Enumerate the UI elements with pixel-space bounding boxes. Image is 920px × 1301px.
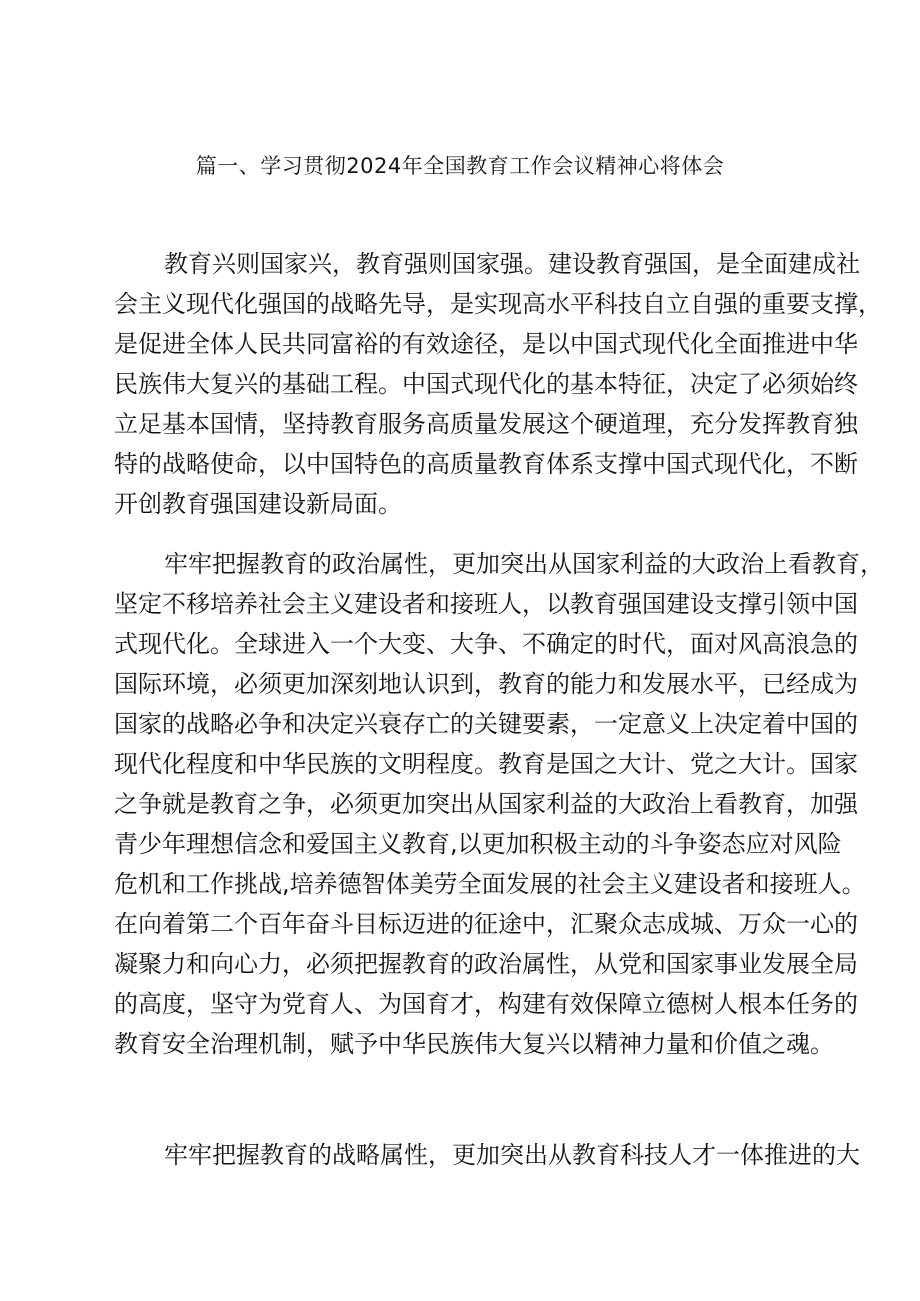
paragraph-line: 式现代化。全球进入一个大变、大争、不确定的时代，面对风高浪急的 [114,630,858,658]
paragraph-intro [114,244,882,524]
paragraph-line: 国家的战略必争和决定兴衰存亡的关键要素，一定意义上决定着中国的 [114,710,858,738]
paragraph-line: 是促进全体人民共同富裕的有效途径，是以中国式现代化全面推进中华 [114,330,858,358]
paragraph-line: 牢牢把握教育的政治属性，更加突出从国家利益的大政治上看教育， [164,550,884,578]
paragraph-line: 青少年理想信念和爱国主义教育,以更加积极主动的斗争姿态应对风险 [114,830,842,858]
paragraph-line: 坚定不移培养社会主义建设者和接班人，以教育强国建设支撑引领中国 [114,590,858,618]
paragraph-line: 在向着第二个百年奋斗目标迈进的征途中，汇聚众志成城、万众一心的 [114,910,858,938]
paragraph-line: 危机和工作挑战,培养德智体美劳全面发展的社会主义建设者和接班人。 [114,870,866,898]
paragraph-line: 的高度，坚守为党育人、为国育才，构建有效保障立德树人根本任务的 [114,990,858,1018]
document-title: 篇一、学习贯彻2024年全国教育工作会议精神心将体会 [195,154,725,178]
paragraph-line: 凝聚力和向心力，必须把握教育的政治属性，从党和国家事业发展全局 [114,950,858,978]
paragraph-line: 民族伟大复兴的基础工程。中国式现代化的基本特征，决定了必须始终 [114,370,858,398]
paragraph-line: 之争就是教育之争，必须更加突出从国家利益的大政治上看教育，加强 [114,790,858,818]
paragraph-line: 国际环境，必须更加深刻地认识到，教育的能力和发展水平，已经成为 [114,670,858,698]
paragraph-line: 教育安全治理机制，赋予中华民族伟大复兴以精神力量和价值之魂。 [114,1030,834,1058]
paragraph-line: 教育兴则国家兴，教育强则国家强。建设教育强国，是全面建成社 [164,250,860,278]
paragraph-line: 开创教育强国建设新局面。 [114,490,402,518]
paragraph-strategic-attribute [114,1135,860,1175]
paragraph-line: 立足基本国情，坚持教育服务高质量发展这个硬道理，充分发挥教育独 [114,410,858,438]
paragraph-line: 牢牢把握教育的战略属性，更加突出从教育科技人才一体推进的大 [164,1141,860,1169]
paragraph-line: 特的战略使命，以中国特色的高质量教育体系支撑中国式现代化，不断 [114,450,858,478]
paragraph-line: 会主义现代化强国的战略先导，是实现高水平科技自立自强的重要支撑， [114,290,882,318]
paragraph-line: 现代化程度和中华民族的文明程度。教育是国之大计、党之大计。国家 [114,750,858,778]
paragraph-political-attribute [114,544,884,1064]
